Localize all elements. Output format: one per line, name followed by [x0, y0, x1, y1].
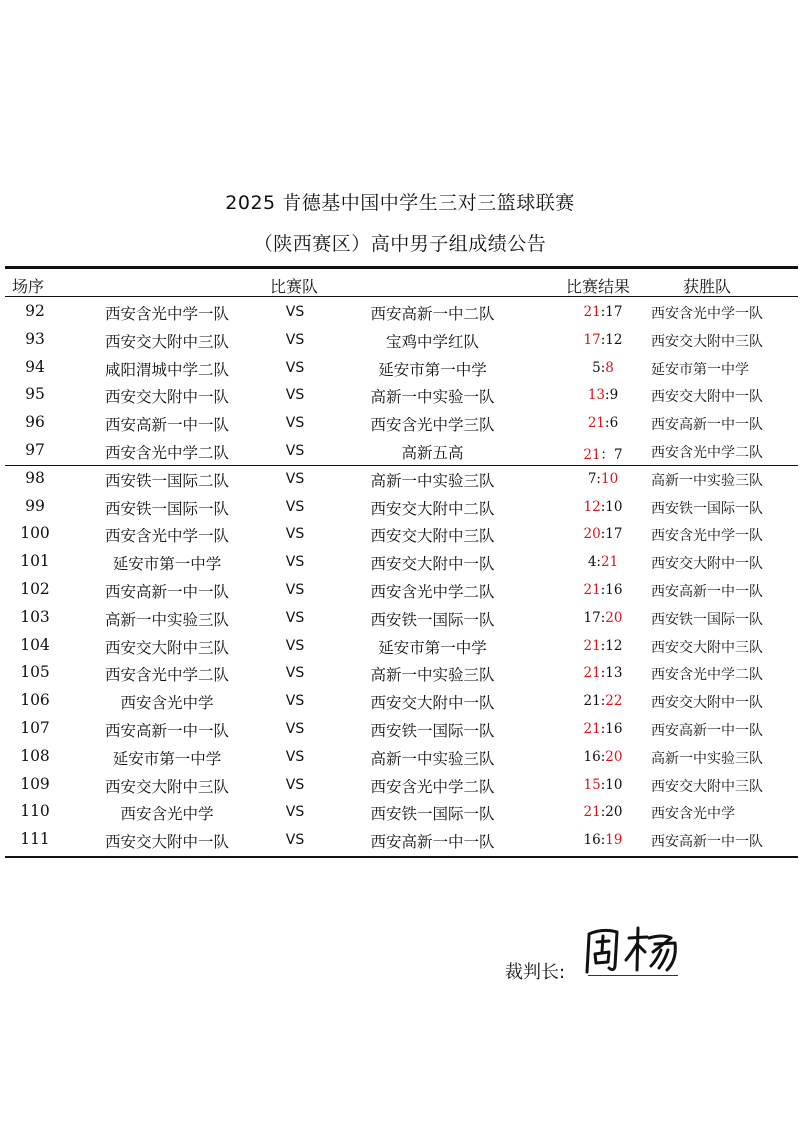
- winner-team: 西安高新一中一队: [651, 722, 763, 739]
- score-team-one: 21: [583, 446, 601, 463]
- score-separator: :: [600, 720, 606, 737]
- table-row: [0, 381, 800, 409]
- score-separator: :: [600, 748, 606, 765]
- team-two: 高新一中实验三队: [370, 471, 495, 490]
- team-one: 西安铁一国际一队: [104, 499, 229, 518]
- team-two: 西安高新一中一队: [370, 833, 495, 852]
- score-separator: :: [600, 304, 606, 320]
- score-team-one: 21: [583, 304, 601, 320]
- match-number: 97: [25, 440, 45, 459]
- team-one: 西安高新一中一队: [104, 582, 229, 601]
- versus-label: VS: [285, 693, 305, 710]
- team-two: 高新五高: [401, 443, 464, 462]
- score-separator: :: [600, 526, 606, 543]
- team-two: 西安铁一国际一队: [370, 805, 495, 824]
- winner-team: 西安高新一中一队: [651, 583, 763, 600]
- match-number: 111: [20, 830, 50, 849]
- score-team-one: 5: [592, 359, 601, 376]
- score-separator: :: [600, 665, 606, 682]
- score-team-two: 10: [600, 470, 619, 487]
- versus-label: VS: [285, 665, 305, 682]
- table-row: [0, 437, 800, 465]
- match-number: 108: [20, 746, 50, 765]
- winner-team: 西安含光中学一队: [651, 306, 763, 322]
- versus-label: VS: [285, 832, 305, 849]
- score-team-one: 21: [583, 804, 601, 821]
- score-team-two: 10: [605, 498, 623, 515]
- score-team-two: 19: [605, 832, 623, 849]
- header-winner: 获胜队: [683, 277, 732, 296]
- score-team-one: 15: [583, 776, 601, 793]
- team-two: 高新一中实验三队: [370, 666, 495, 685]
- table-row: [0, 771, 800, 799]
- score-team-two: 6: [609, 415, 619, 432]
- team-two: 西安交大附中一队: [370, 555, 495, 574]
- team-two: 西安交大附中三队: [370, 527, 495, 546]
- match-number: 104: [20, 635, 50, 654]
- score-separator: :: [600, 832, 606, 849]
- score-team-one: 16: [583, 832, 601, 849]
- versus-label: VS: [285, 637, 305, 654]
- team-one: 西安高新一中一队: [104, 721, 229, 740]
- score-team-two: 12: [605, 331, 623, 348]
- team-one: 西安含光中学: [120, 805, 214, 824]
- score-team-one: 21: [583, 581, 601, 598]
- match-number: 106: [20, 691, 50, 710]
- score-separator: ：: [600, 446, 615, 463]
- score-team-two: 17: [605, 526, 623, 543]
- match-number: 93: [25, 329, 45, 348]
- winner-team: 延安市第一中学: [651, 361, 749, 378]
- score-team-one: 7: [587, 470, 597, 487]
- table-row: [0, 604, 800, 632]
- score-team-two: 20: [605, 748, 623, 765]
- match-number: 103: [20, 607, 50, 626]
- match-number: 105: [20, 663, 50, 682]
- winner-team: 西安交大附中三队: [651, 333, 763, 350]
- table-row: [0, 715, 800, 743]
- header-teams: 比赛队: [270, 277, 319, 296]
- versus-label: VS: [285, 720, 305, 737]
- match-score: [548, 360, 658, 376]
- versus-label: VS: [285, 748, 305, 765]
- team-one: 西安含光中学: [120, 694, 214, 713]
- versus-label: VS: [285, 776, 305, 793]
- match-score: [548, 332, 658, 348]
- table-row: [0, 548, 800, 576]
- match-number: 100: [20, 524, 50, 543]
- score-separator: :: [600, 776, 606, 793]
- score-team-two: 8: [605, 359, 614, 376]
- score-team-two: 17: [605, 304, 623, 320]
- match-score: [548, 499, 658, 515]
- versus-label: VS: [285, 331, 305, 348]
- match-score: [548, 693, 658, 709]
- header-no: 场序: [12, 277, 45, 296]
- winner-team: 西安交大附中三队: [651, 778, 763, 795]
- score-team-one: 20: [583, 526, 601, 543]
- score-separator: :: [600, 693, 606, 710]
- score-team-two: 7: [614, 446, 623, 463]
- team-one: 西安铁一国际二队: [104, 471, 229, 490]
- versus-label: VS: [285, 526, 305, 543]
- winner-team: 西安交大附中一队: [651, 556, 763, 573]
- table-row: [0, 520, 800, 548]
- match-score: [548, 443, 658, 463]
- match-number: 94: [25, 357, 45, 376]
- score-team-two: 16: [605, 720, 623, 737]
- match-number: 92: [25, 302, 45, 320]
- match-number: 110: [20, 802, 50, 821]
- team-two: 西安高新一中二队: [370, 305, 495, 323]
- score-team-one: 21: [583, 665, 601, 682]
- table-bottom-rule: [5, 856, 798, 858]
- score-team-two: 16: [605, 581, 623, 598]
- winner-team: 西安含光中学一队: [651, 528, 763, 545]
- match-number: 109: [20, 774, 50, 793]
- header-score: 比赛结果: [566, 277, 631, 296]
- score-team-two: 20: [605, 804, 623, 821]
- team-two: 西安交大附中一队: [370, 694, 495, 713]
- winner-team: 西安铁一国际一队: [651, 611, 763, 628]
- match-score: [548, 387, 658, 403]
- table-row: [0, 687, 800, 715]
- winner-team: 高新一中实验三队: [651, 750, 763, 767]
- team-one: 西安交大附中三队: [104, 777, 229, 796]
- match-score: [548, 415, 658, 431]
- score-team-two: 22: [605, 693, 623, 710]
- team-two: 高新一中实验三队: [370, 749, 495, 768]
- team-one: 西安含光中学二队: [104, 666, 229, 685]
- team-one: 西安含光中学一队: [104, 305, 229, 323]
- table-row: [0, 354, 800, 382]
- score-team-two: 9: [609, 387, 619, 404]
- score-team-two: 13: [605, 665, 623, 682]
- match-score: [548, 471, 658, 487]
- match-score: [548, 638, 658, 654]
- versus-label: VS: [285, 415, 305, 432]
- versus-label: VS: [285, 581, 305, 598]
- match-score: [548, 554, 658, 570]
- score-team-one: 16: [583, 748, 601, 765]
- score-separator: :: [600, 498, 606, 515]
- table-row: [0, 409, 800, 437]
- team-one: 西安含光中学二队: [104, 443, 229, 462]
- table-row: [0, 298, 800, 326]
- table-row: [0, 576, 800, 604]
- score-team-two: 20: [605, 609, 623, 626]
- signature-line: [588, 975, 678, 976]
- score-separator: :: [605, 387, 610, 404]
- winner-team: 西安含光中学: [651, 806, 735, 823]
- match-score: [548, 665, 658, 681]
- winner-team: 西安含光中学二队: [651, 667, 763, 684]
- header-rule: [5, 296, 798, 297]
- team-one: 西安含光中学一队: [104, 527, 229, 546]
- team-two: 西安含光中学三队: [370, 416, 495, 435]
- team-one: 西安交大附中一队: [104, 388, 229, 407]
- results-table: [0, 298, 800, 854]
- table-row: [0, 632, 800, 660]
- team-two: 西安铁一国际一队: [370, 610, 495, 629]
- score-team-two: 10: [605, 776, 623, 793]
- team-one: 咸阳渭城中学二队: [104, 360, 229, 379]
- team-one: 高新一中实验三队: [104, 610, 229, 629]
- versus-label: VS: [285, 387, 305, 404]
- section-divider: [5, 465, 798, 466]
- team-one: 西安交大附中三队: [104, 638, 229, 657]
- winner-team: 西安交大附中一队: [651, 389, 763, 406]
- winner-team: 高新一中实验三队: [651, 472, 763, 489]
- versus-label: VS: [285, 470, 305, 487]
- winner-team: 西安高新一中一队: [651, 417, 763, 434]
- match-number: 101: [20, 552, 50, 571]
- team-two: 西安铁一国际一队: [370, 721, 495, 740]
- match-number: 95: [25, 385, 45, 404]
- table-row: [0, 659, 800, 687]
- score-team-one: 21: [583, 693, 601, 710]
- table-row: [0, 798, 800, 826]
- team-two: 延安市第一中学: [378, 638, 487, 657]
- versus-label: VS: [285, 359, 305, 376]
- match-score: [548, 526, 658, 542]
- versus-label: VS: [285, 554, 305, 571]
- match-number: 102: [20, 579, 50, 598]
- table-row: [0, 326, 800, 354]
- team-two: 宝鸡中学红队: [385, 332, 479, 351]
- match-score: [548, 304, 658, 320]
- score-separator: :: [596, 554, 601, 571]
- table-row: [0, 493, 800, 521]
- score-team-one: 17: [583, 331, 601, 348]
- score-separator: :: [600, 804, 606, 821]
- match-score: [548, 610, 658, 626]
- versus-label: VS: [285, 609, 305, 626]
- referee-signature: [573, 908, 683, 983]
- team-one: 西安交大附中三队: [104, 332, 229, 351]
- team-two: 西安含光中学二队: [370, 582, 495, 601]
- team-one: 西安交大附中一队: [104, 833, 229, 852]
- score-separator: :: [600, 637, 606, 654]
- table-row: [0, 465, 800, 493]
- score-team-one: 13: [587, 387, 606, 404]
- score-team-one: 17: [583, 609, 601, 626]
- match-score: [548, 804, 658, 820]
- winner-team: 西安含光中学二队: [651, 444, 763, 461]
- team-two: 高新一中实验一队: [370, 388, 495, 407]
- team-two: 延安市第一中学: [378, 360, 487, 379]
- match-score: [548, 721, 658, 737]
- versus-label: VS: [285, 442, 305, 459]
- team-two: 西安交大附中二队: [370, 499, 495, 518]
- match-number: 98: [25, 468, 45, 487]
- score-separator: :: [605, 415, 610, 432]
- match-number: 99: [25, 496, 45, 515]
- match-score: [548, 832, 658, 848]
- score-separator: :: [600, 609, 606, 626]
- versus-label: VS: [285, 804, 305, 821]
- match-score: [548, 749, 658, 765]
- match-number: 107: [20, 718, 50, 737]
- winner-team: 西安交大附中三队: [651, 639, 763, 656]
- score-separator: :: [600, 359, 606, 376]
- table-row: [0, 743, 800, 771]
- table-row: [0, 826, 800, 854]
- team-one: 西安高新一中一队: [104, 416, 229, 435]
- team-one: 延安市第一中学: [112, 749, 222, 768]
- score-team-one: 21: [587, 415, 606, 432]
- score-separator: :: [596, 470, 601, 487]
- winner-team: 西安交大附中一队: [651, 695, 763, 712]
- score-team-two: 21: [600, 554, 619, 571]
- score-team-one: 21: [583, 720, 601, 737]
- match-score: [548, 582, 658, 598]
- match-number: 96: [25, 413, 45, 432]
- score-team-one: 21: [583, 637, 601, 654]
- winner-team: 西安高新一中一队: [651, 834, 763, 851]
- team-one: 延安市第一中学: [112, 555, 222, 574]
- score-separator: :: [600, 331, 606, 348]
- page-subtitle: （陕西赛区）高中男子组成绩公告: [253, 233, 547, 255]
- page-title: 2025 肯德基中国中学生三对三篮球联赛: [225, 192, 575, 214]
- score-separator: :: [600, 581, 606, 598]
- versus-label: VS: [285, 498, 305, 515]
- match-score: [548, 777, 658, 793]
- score-team-two: 12: [605, 637, 623, 654]
- winner-team: 西安铁一国际一队: [651, 500, 763, 517]
- team-two: 西安含光中学二队: [370, 777, 495, 796]
- referee-label: 裁判长:: [505, 962, 566, 983]
- versus-label: VS: [285, 304, 305, 320]
- table-top-rule: [5, 266, 798, 269]
- score-team-one: 12: [583, 498, 601, 515]
- score-team-one: 4: [587, 554, 597, 571]
